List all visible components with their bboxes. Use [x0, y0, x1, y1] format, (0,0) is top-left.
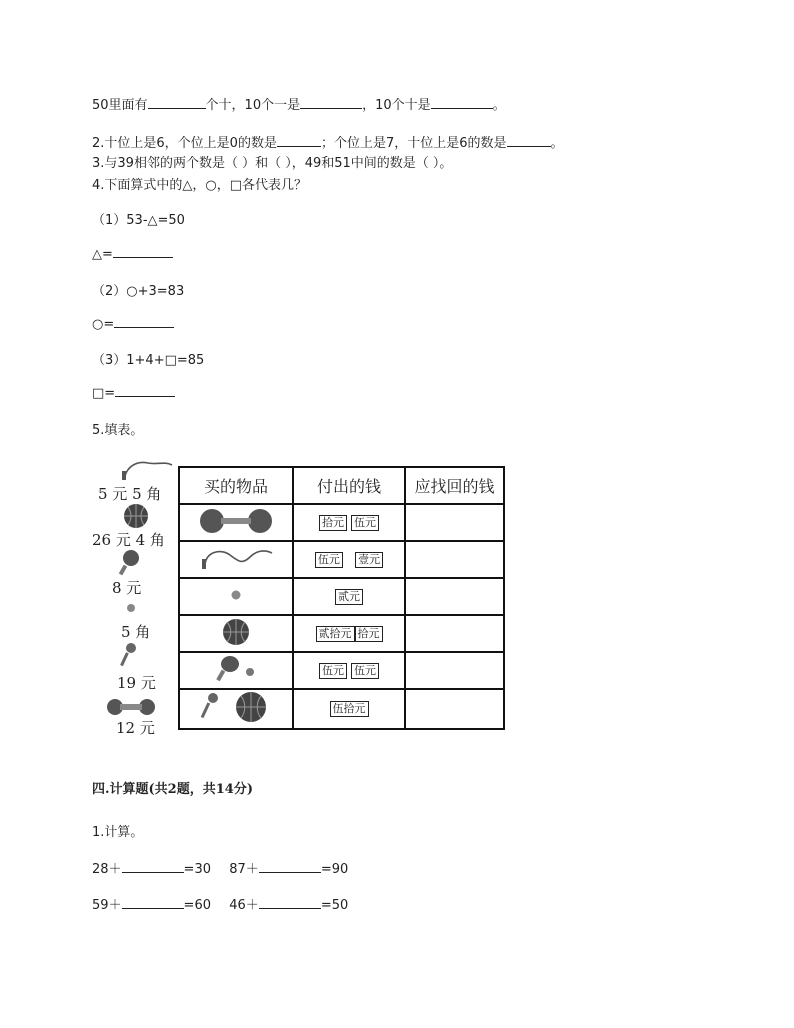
- header-paid: 付出的钱: [293, 467, 405, 504]
- answer-blank[interactable]: [300, 96, 362, 109]
- answer-blank[interactable]: [259, 896, 321, 909]
- banknote: 伍元: [315, 552, 343, 568]
- paid-cell: [293, 615, 405, 652]
- answer-blank[interactable]: [277, 134, 321, 147]
- item-cell: [179, 504, 293, 541]
- answer-blank[interactable]: [431, 96, 493, 109]
- paid-cell: [293, 541, 405, 578]
- banknote: 拾元: [355, 626, 383, 642]
- change-cell[interactable]: [405, 541, 504, 578]
- basketball-icon: [122, 503, 150, 529]
- change-cell[interactable]: [405, 615, 504, 652]
- banknote: 贰拾元: [316, 626, 355, 642]
- question-3: 3.与39相邻的两个数是（ ）和（ ），49和51中间的数是（ ）。: [92, 156, 453, 171]
- item-cell: [179, 652, 293, 689]
- change-cell[interactable]: [405, 689, 504, 729]
- answer-blank[interactable]: [122, 860, 184, 873]
- table-row: [179, 578, 504, 615]
- item-cell: [179, 689, 293, 729]
- paid-cell: [293, 689, 405, 729]
- change-cell[interactable]: [405, 578, 504, 615]
- item-cell: [179, 615, 293, 652]
- table-row: [179, 652, 504, 689]
- banknote: 伍元: [351, 663, 379, 679]
- answer-blank[interactable]: [114, 315, 174, 328]
- header-item: 买的物品: [179, 467, 293, 504]
- question-2: 2.十位上是6，个位上是0的数是 ；个位上是7，十位上是6的数是 。: [92, 136, 564, 151]
- price-paddle: 8 元: [112, 579, 142, 597]
- banknote: 拾元: [319, 515, 347, 531]
- question-4-2: （2）○+3=83: [92, 284, 185, 299]
- banknote: 壹元: [355, 552, 383, 568]
- racket-handle-icon: [118, 642, 138, 670]
- calc-row: 59＋ =60 46＋ =50: [92, 898, 349, 913]
- racket-and-basketball-icon: [201, 690, 271, 724]
- price-racket: 19 元: [117, 674, 156, 692]
- answer-blank[interactable]: [148, 96, 206, 109]
- table-row: [179, 689, 504, 729]
- ping-pong-ball-icon: [126, 603, 136, 613]
- ping-pong-ball-icon: [230, 589, 242, 601]
- question-4-title: 4.下面算式中的△，○，□各代表几？: [92, 178, 308, 193]
- jump-rope-icon: [198, 545, 274, 571]
- change-cell[interactable]: [405, 504, 504, 541]
- banknote: 伍元: [351, 515, 379, 531]
- banknote: 贰元: [335, 589, 363, 605]
- question-4-3: （3）1+4+□=85: [92, 353, 205, 368]
- fill-in-table: [178, 466, 505, 730]
- paid-cell: [293, 578, 405, 615]
- dumbbell-icon: [106, 697, 156, 717]
- jump-rope-icon: [118, 457, 174, 481]
- price-jump-rope: 5 元 5 角: [98, 485, 162, 503]
- price-ball: 5 角: [121, 623, 151, 641]
- table-row: [179, 504, 504, 541]
- banknote: 伍拾元: [330, 701, 369, 717]
- basketball-icon: [221, 617, 251, 647]
- answer-4-2: ○=: [92, 315, 174, 332]
- table-row: [179, 541, 504, 578]
- header-change: 应找回的钱: [405, 467, 504, 504]
- answer-4-1: △=: [92, 245, 173, 262]
- paid-cell: [293, 652, 405, 689]
- calc-row: 28＋ =30 87＋ =90: [92, 862, 349, 877]
- table-row: [179, 615, 504, 652]
- question-1: 50里面有 个十，10个一是 ，10个十是 。: [92, 98, 506, 113]
- section-4-title: 四.计算题(共2题，共14分): [92, 782, 253, 797]
- answer-blank[interactable]: [259, 860, 321, 873]
- change-cell[interactable]: [405, 652, 504, 689]
- dumbbell-icon: [199, 508, 273, 534]
- item-cell: [179, 578, 293, 615]
- paid-cell: [293, 504, 405, 541]
- question-4-1: （1）53-△=50: [92, 213, 185, 228]
- banknote: 伍元: [319, 663, 347, 679]
- ping-pong-paddle-icon: [118, 549, 140, 577]
- answer-4-3: □=: [92, 384, 175, 401]
- section-4-question-1: 1.计算。: [92, 825, 144, 840]
- question-5-title: 5.填表。: [92, 423, 144, 438]
- answer-blank[interactable]: [115, 384, 175, 397]
- item-cell: [179, 541, 293, 578]
- answer-blank[interactable]: [507, 134, 551, 147]
- answer-blank[interactable]: [113, 245, 173, 258]
- price-dumbbell: 12 元: [116, 719, 155, 737]
- paddle-and-ball-icon: [214, 654, 258, 684]
- answer-blank[interactable]: [122, 896, 184, 909]
- table-header-row: [179, 467, 504, 504]
- price-basketball: 26 元 4 角: [92, 531, 165, 549]
